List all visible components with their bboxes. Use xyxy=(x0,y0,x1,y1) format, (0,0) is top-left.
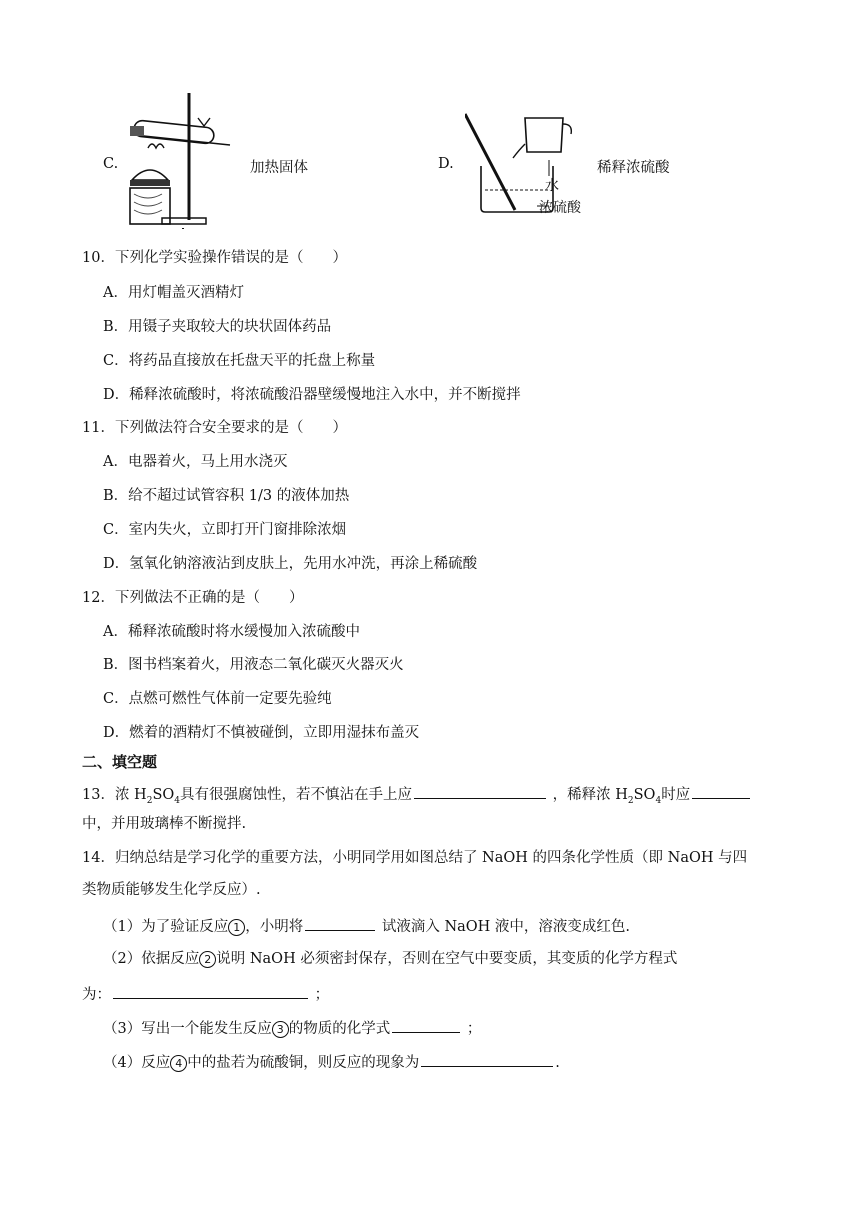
q14-text: ，小明将 xyxy=(245,919,304,935)
water-label: 水 xyxy=(545,178,559,194)
q14-text: 中的盐若为硫酸铜，则反应的现象为 xyxy=(187,1055,420,1071)
q14-text: . xyxy=(555,1055,560,1071)
q14-text: 为： xyxy=(82,987,111,1003)
heating-solid-apparatus-figure xyxy=(122,90,242,230)
q12-stem: 12．下列做法不正确的是（ ） xyxy=(82,590,304,606)
q14-text: 说明 NaOH 必须密封保存，否则在空气中要变质，其变质的化学方程式 xyxy=(216,951,678,967)
q10-option-d: D．稀释浓硫酸时，将浓硫酸沿器壁缓慢地注入水中，并不断搅拌 xyxy=(103,387,521,403)
q13-line1 xyxy=(82,783,752,811)
q14-blank-2[interactable] xyxy=(113,983,308,999)
q14-line1: 14．归纳总结是学习化学的重要方法，小明同学用如图总结了 NaOH 的四条化学性质（即 NaOH 与四 xyxy=(82,850,748,866)
q14-text: ； xyxy=(466,1021,482,1037)
q11-option-c: C．室内失火，立即打开门窗排除浓烟 xyxy=(103,522,347,538)
reaction-number-4: 4 xyxy=(170,1055,187,1072)
q12-option-d: D．燃着的酒精灯不慎被碰倒，立即用湿抹布盖灭 xyxy=(103,725,420,741)
option-c-caption: 加热固体 xyxy=(250,160,308,176)
q11-option-a: A．电器着火，马上用水浇灭 xyxy=(103,454,288,470)
q14-sub1 xyxy=(103,915,630,937)
acid-label: 浓硫酸 xyxy=(539,200,581,216)
q12-option-c: C．点燃可燃性气体前一定要先验纯 xyxy=(103,691,332,707)
section-title: 二、填空题 xyxy=(82,753,158,771)
q14-text: （1）为了验证反应 xyxy=(103,919,229,935)
reaction-number-3: 3 xyxy=(272,1021,289,1038)
q12-option-a: A．稀释浓硫酸时将水缓慢加入浓硫酸中 xyxy=(103,624,360,640)
option-d-caption: 稀释浓硫酸 xyxy=(597,160,670,176)
q13-subscript: 2 xyxy=(627,795,634,806)
q13-subscript: 4 xyxy=(174,795,181,806)
q14-line2: 类物质能够发生化学反应）. xyxy=(82,882,261,898)
q14-text: 的物质的化学式 xyxy=(288,1021,391,1037)
q14-sub3 xyxy=(103,1017,481,1039)
q11-stem: 11．下列做法符合安全要求的是（ ） xyxy=(82,420,347,436)
q14-text: 试液滴入 NaOH 液中，溶液变成红色. xyxy=(381,919,631,935)
q14-text: （4）反应 xyxy=(103,1055,171,1071)
q13-text: ，稀释浓 H xyxy=(552,787,628,803)
q13-text: SO xyxy=(152,787,175,803)
q13-text: 时应 xyxy=(661,787,691,803)
q14-text: （3）写出一个能发生反应 xyxy=(103,1021,272,1037)
option-c-letter: C. xyxy=(103,156,119,172)
q14-text: （2）依据反应 xyxy=(103,951,200,967)
q13-blank-2[interactable] xyxy=(692,783,750,799)
q10-stem: 10．下列化学实验操作错误的是（ ） xyxy=(82,250,347,266)
reaction-number-1: 1 xyxy=(228,919,245,936)
q14-blank-4[interactable] xyxy=(421,1051,553,1067)
q13-text: SO xyxy=(633,787,656,803)
reaction-number-2: 2 xyxy=(199,951,216,968)
q13-subscript: 4 xyxy=(655,795,662,806)
q12-option-b: B．图书档案着火，用液态二氧化碳灭火器灭火 xyxy=(103,657,404,673)
q10-option-c: C．将药品直接放在托盘天平的托盘上称量 xyxy=(103,353,376,369)
q14-sub4 xyxy=(103,1051,560,1073)
q13-blank-1[interactable] xyxy=(414,783,546,799)
q14-blank-1[interactable] xyxy=(305,915,375,931)
q13-text: 具有很强腐蚀性，若不慎沾在手上应 xyxy=(180,787,413,803)
q11-option-d: D．氢氧化钠溶液沾到皮肤上，先用水冲洗，再涂上稀硫酸 xyxy=(103,556,478,572)
q14-text: ； xyxy=(314,987,330,1003)
q14-sub2-line2 xyxy=(82,983,329,1005)
q13-text: 13．浓 H xyxy=(82,787,147,803)
q13-subscript: 2 xyxy=(146,795,153,806)
q11-option-b: B．给不超过试管容积 1/3 的液体加热 xyxy=(103,488,350,504)
diluting-acid-figure xyxy=(465,110,595,220)
q10-option-b: B．用镊子夹取较大的块状固体药品 xyxy=(103,319,332,335)
q10-option-a: A．用灯帽盖灭酒精灯 xyxy=(103,285,244,301)
q14-sub2 xyxy=(103,949,677,969)
option-d-letter: D. xyxy=(438,156,454,172)
q13-line2: 中，并用玻璃棒不断搅拌. xyxy=(82,816,247,832)
q14-blank-3[interactable] xyxy=(392,1017,460,1033)
